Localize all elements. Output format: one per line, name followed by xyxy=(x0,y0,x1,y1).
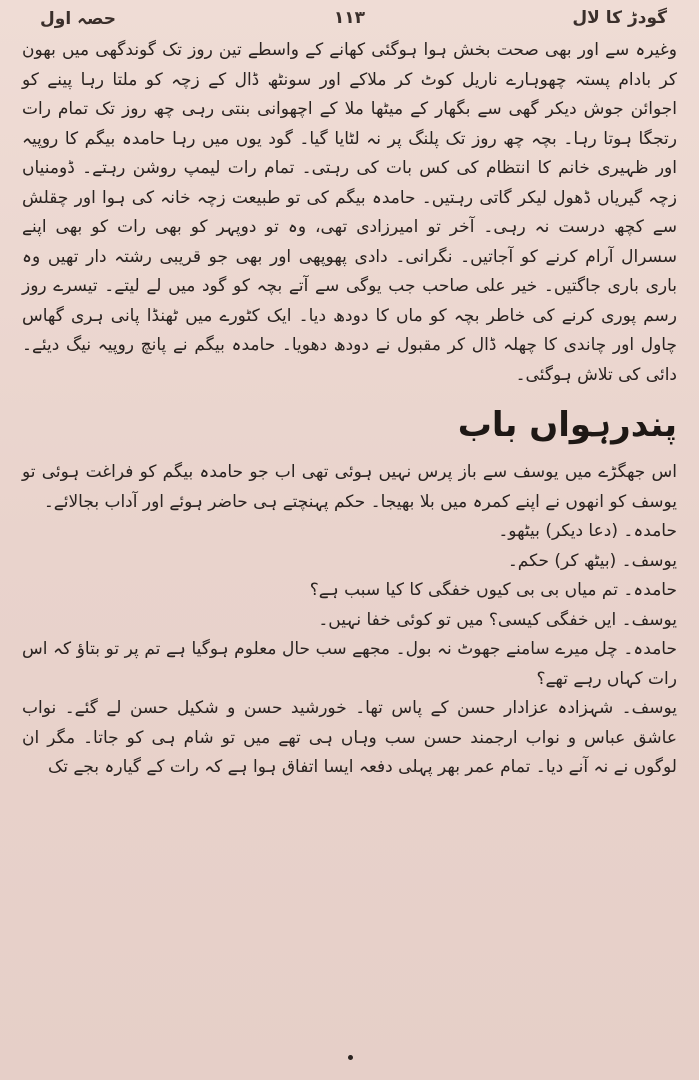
book-part: حصہ اول xyxy=(40,9,117,29)
chapter-heading: پندرہواں باب xyxy=(457,405,677,445)
paragraph-2: اس جھگڑے میں یوسف سے باز پرس نہیں ہوئی تھی اب جو حامدہ بیگم کو فراغت ہوئی تو یوسف کو انھوں نے اپنے کمرہ میں بلا بھیجا۔ حکم پہنچتے ہی حاضر ہوئے اور آداب بجالائے۔ xyxy=(22,462,677,512)
book-title: گودڑ کا لال xyxy=(572,8,667,28)
dialog-line: یوسف۔ ایں خفگی کیسی؟ میں تو کوئی خفا نہیں۔ xyxy=(318,609,677,630)
dialog-line: یوسف۔ (بیٹھ کر) حکم۔ xyxy=(507,550,677,571)
dialog-line: حامدہ۔ تم میاں بی بی کیوں خفگی کا کیا سبب ہے؟ xyxy=(309,580,677,600)
dialog-line: یوسف۔ شہزادہ عزادار حسن کے پاس تھا۔ خورشید حسن و شکیل حسن لے گئے۔ نواب عاشق عباس و نواب ارجمند حسن سب وہاں ہی تھے میں تو شام ہی کو جاتا۔ مگر ان لوگوں نے نہ آنے دیا۔ تمام عمر بھر پہلی دفعہ ایسا اتفاق ہوا ہے کہ رات کے گیارہ بجے تک xyxy=(22,698,677,777)
body-text xyxy=(22,36,677,783)
page-header xyxy=(22,6,677,36)
page-number: ۱۱۳ xyxy=(333,8,366,28)
paragraph-1: وغیرہ سے اور بھی صحت بخش ہوا ہوگئی کھانے کے واسطے تین روز تک گوندگھی میں بھون کر بادام پستہ چھوہارے ناریل کوٹ کر ملاکے اور سونٹھ ڈال کے زچہ کو ملتا رہا پینے کو اجوائن جوش دیکر گھی سے بگھار کے میٹھا ملا کے اچھوانی بنتی رہی چھ روز تک تمام رات رتجگا ہوتا رہا۔ بچہ چھ روز تک پلنگ پر نہ لٹایا گیا۔ گود یوں میں رہا حامدہ بیگم کا روپیہ اور ظہیری خانم کا انتظام کی کس بات کی رہتی۔ تمام رات لیمپ روشن رہتے۔ ڈومنیاں زچہ گیریاں ڈھول لیکر گاتی رہتیں۔ حامدہ بیگم کی تو طبیعت زچہ خانہ کی ہوا اور چقلش سے کچھ درست نہ رہی۔ آخر تو امیرزادی تھی، وہ تو دوپہر کو بھی رات کو بھی اپنے سسرال آرام کرنے کو آجاتیں۔ نگرانی۔ دادی پھوپھی اور بھی جو قریبی رشتہ دار تھیں وہ باری باری جاگتیں۔ خیر علی صاحب جب یوگی سے آتے بچہ کو گود میں لے لیتے۔ تیسرے روز رسم پوری کرنے کی خاطر بچہ کو ماں کا دودھ دیا۔ ایک کٹورے میں ٹھنڈا پانی ہری گھاس چاول اور چاندی کا چھلہ ڈال کر مقبول نے دودھ دھویا۔ حامدہ بیگم نے پانچ روپیہ نیگ دیئے۔ دائی کی تلاش ہوگئی۔ xyxy=(22,40,677,385)
dialog-line: حامدہ۔ (دعا دیکر) بیٹھو۔ xyxy=(498,521,677,541)
page-end-dot xyxy=(348,1055,353,1060)
dialog-block xyxy=(22,517,677,783)
dialog-line: حامدہ۔ چل میرے سامنے جھوٹ نہ بول۔ مجھے سب حال معلوم ہوگیا ہے تم پر تو بتاؤ کہ اس رات کہاں رہے تھے؟ xyxy=(22,639,677,689)
